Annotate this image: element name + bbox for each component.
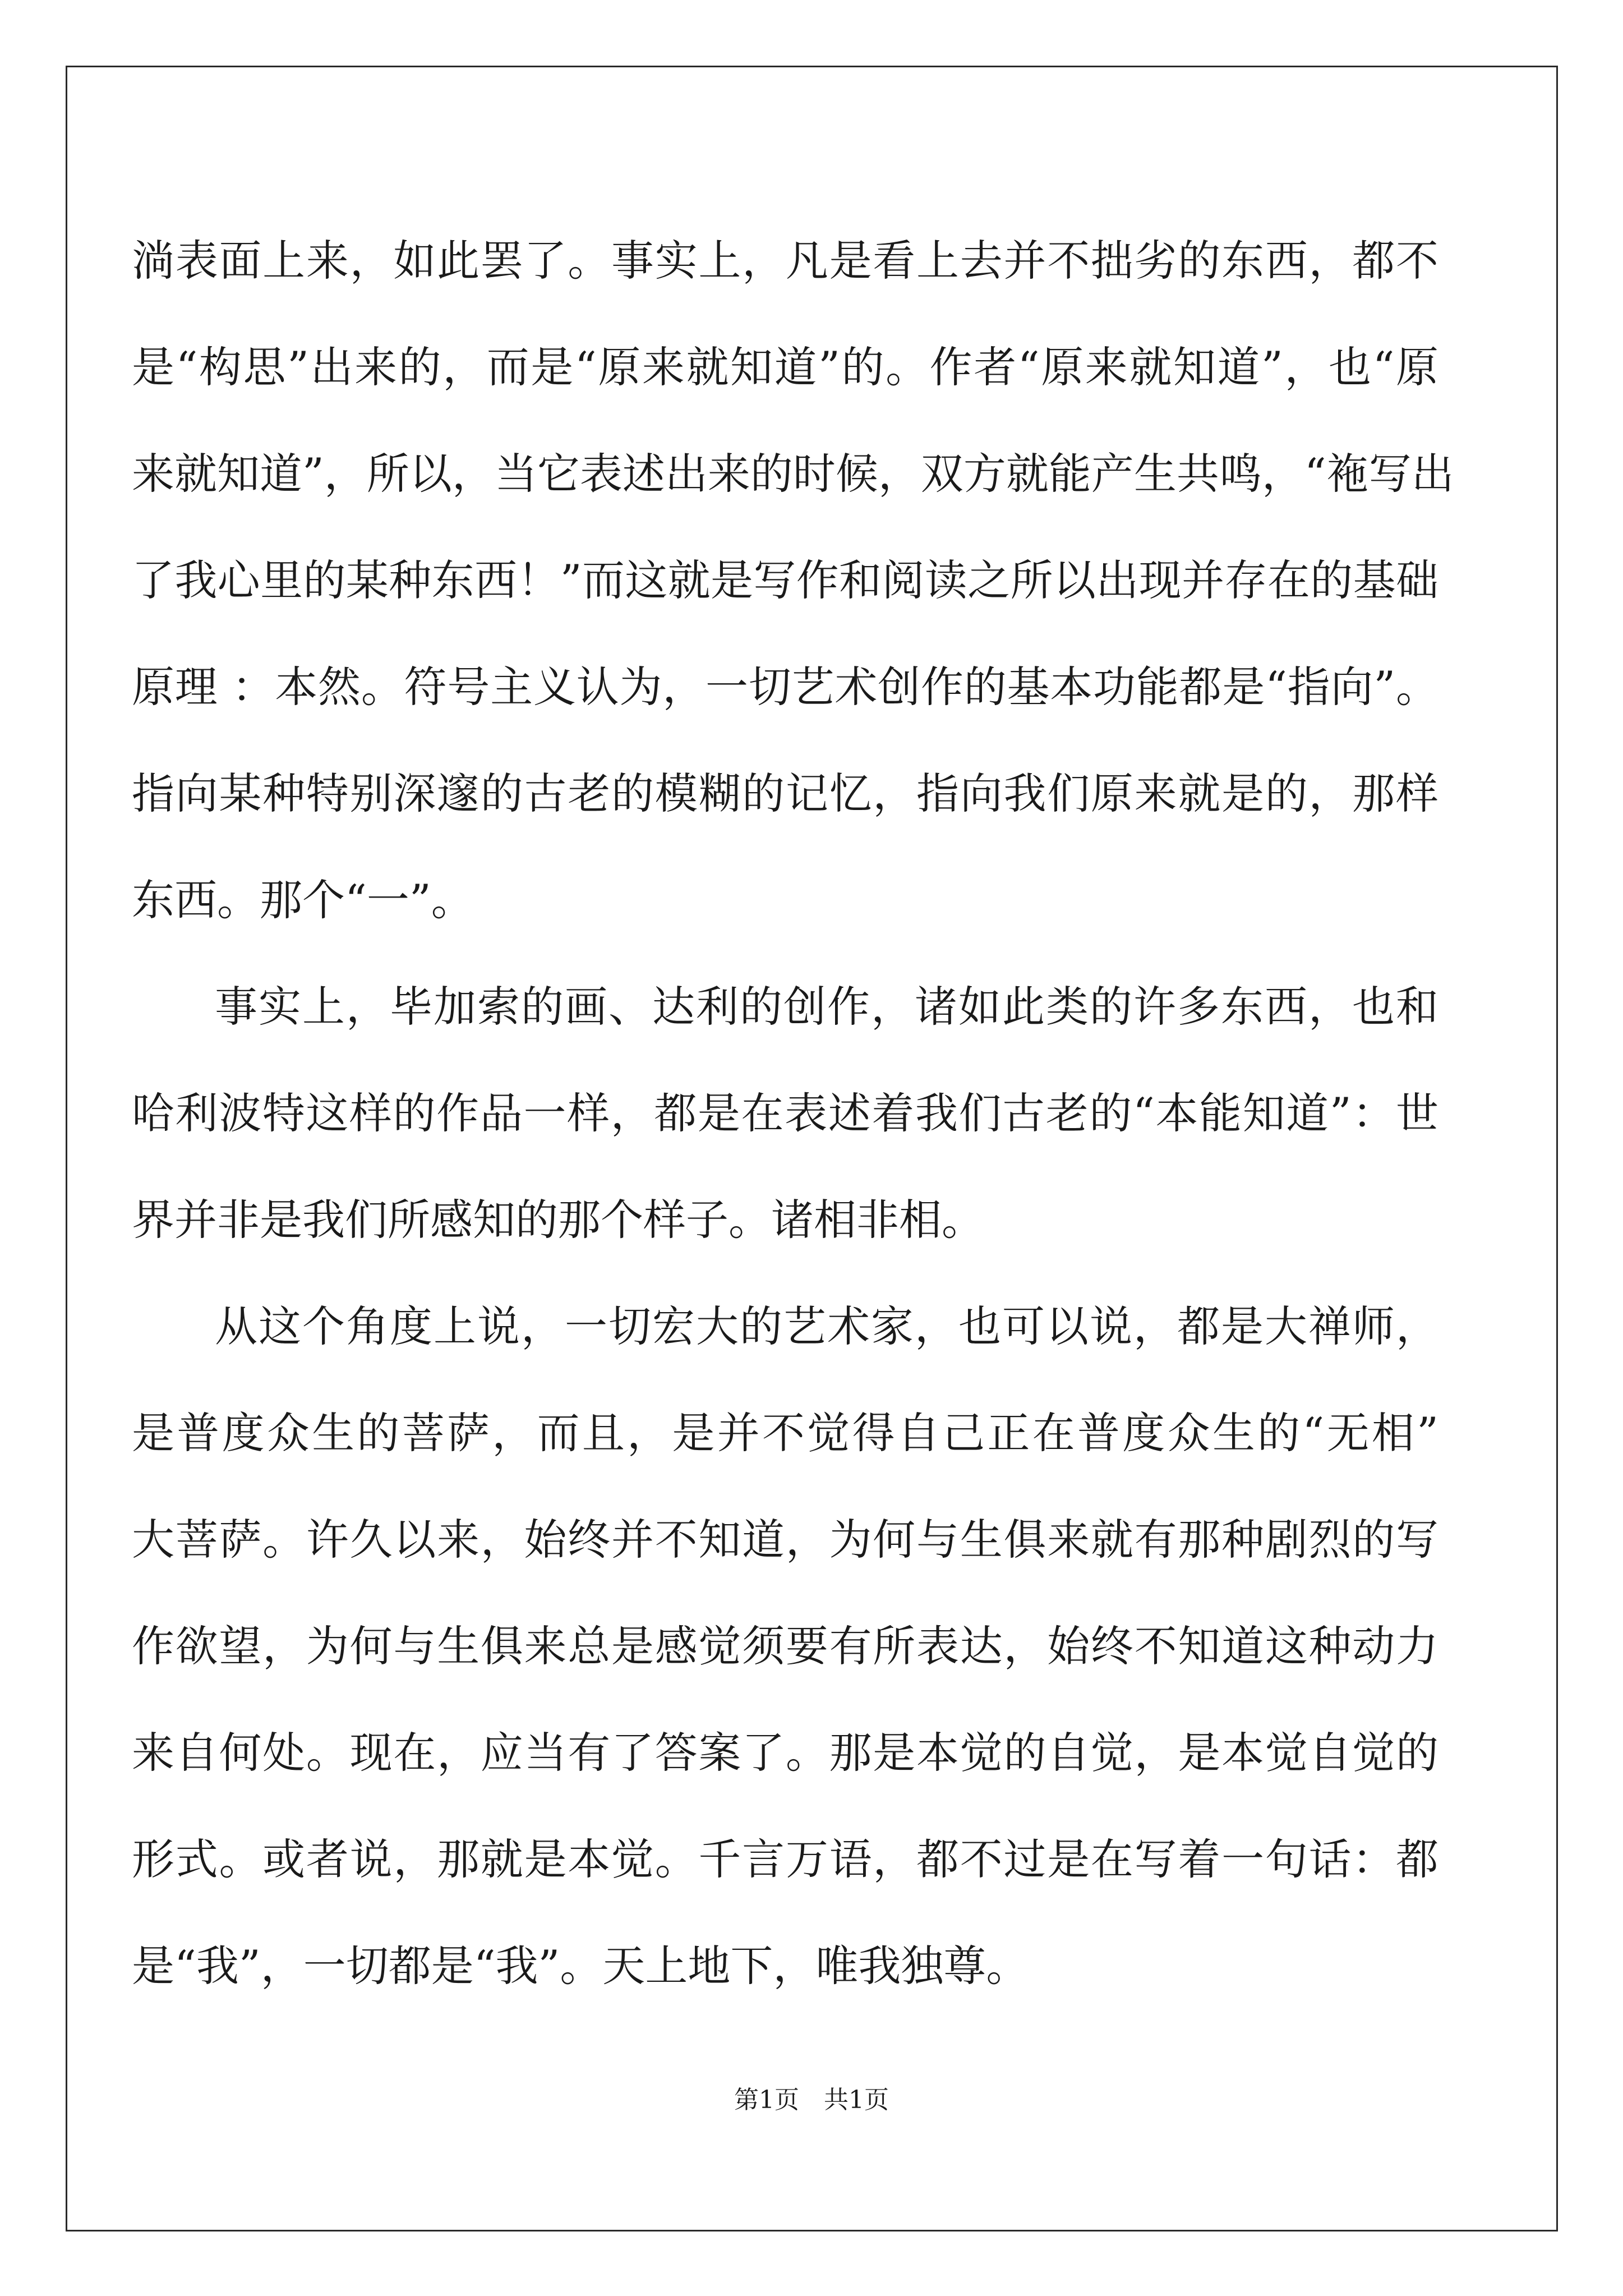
text-line: 界并非是我们所感知的那个样子。诸相非相。 [132, 1195, 984, 1245]
document-body [132, 208, 1454, 2019]
text-line: 了我心里的某种东西！”而这就是写作和阅读之所以出现并存在的基础 [132, 555, 1438, 605]
text-line: 是“构思”出来的，而是“原来就知道”的。作者“原来就知道”，也“原 [132, 342, 1438, 392]
text-line: 是“我”，一切都是“我”。天上地下，唯我独尊。 [132, 1941, 1029, 1991]
text-line: 形式。或者说，那就是本觉。千言万语，都不过是在写着一句话：都 [132, 1834, 1438, 1884]
page-number-footer: 第1页 共1页 [734, 2086, 889, 2114]
paragraph-1 [132, 208, 1454, 954]
text-line: 作欲望，为何与生俱来总是感觉须要有所表达，始终不知道这种动力 [132, 1621, 1438, 1671]
paragraph-3 [132, 1273, 1438, 2019]
text-line: 东西。那个“一”。 [132, 875, 474, 925]
paragraph-2 [132, 954, 1438, 1273]
text-line: 哈利波特这样的作品一样，都是在表述着我们古老的“本能知道”：世 [132, 1088, 1438, 1138]
text-line: 来就知道”，所以，当它表述出来的时候，双方就能产生共鸣，“袘写出 [132, 449, 1454, 499]
text-line: 事实上，毕加索的画、达利的创作，诸如此类的许多东西，也和 [215, 982, 1438, 1032]
text-line: 来自何处。现在，应当有了答案了。那是本觉的自觉，是本觉自觉的 [132, 1728, 1438, 1778]
text-line: 原理 ：本然。符号主义认为，一切艺术创作的基本功能都是“指向”。 [132, 662, 1438, 712]
text-line: 淌表面上来，如此罢了。事实上，凡是看上去并不拙劣的东西，都不 [132, 236, 1438, 286]
text-line: 从这个角度上说，一切宏大的艺术家，也可以说，都是大禅师， [215, 1301, 1438, 1351]
text-line: 指向某种特别深邃的古老的模糊的记忆，指向我们原来就是的，那样 [132, 769, 1438, 818]
text-line: 是普度众生的菩萨，而且，是并不觉得自己正在普度众生的“无相” [132, 1408, 1438, 1458]
text-line: 大菩萨。许久以来，始终并不知道，为何与生俱来就有那种剧烈的写 [132, 1515, 1438, 1565]
